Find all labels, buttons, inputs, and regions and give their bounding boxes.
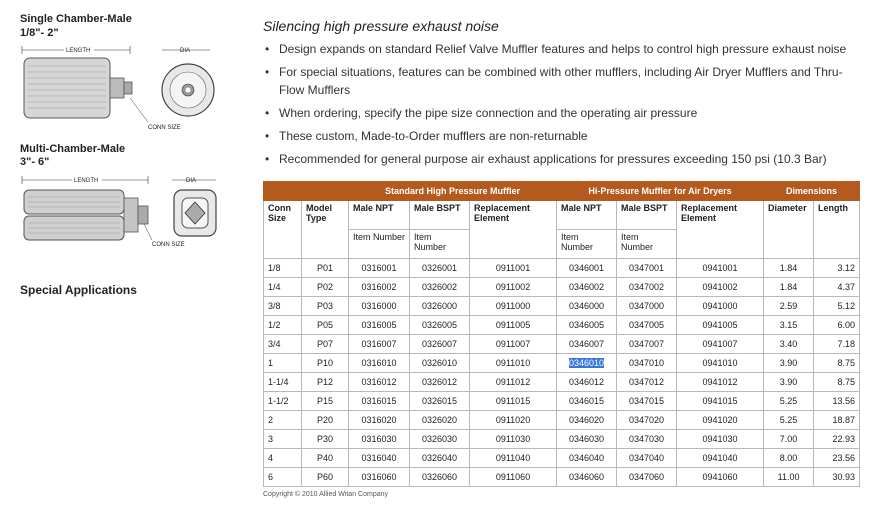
- table-cell: 0326002: [410, 278, 470, 297]
- table-cell: 2.59: [764, 297, 814, 316]
- dia-label-2: DIA: [186, 178, 197, 184]
- table-row: [264, 392, 860, 411]
- item-number-label: Item Number: [557, 230, 617, 259]
- table-cell: 5.25: [764, 392, 814, 411]
- table-cell: 5.25: [764, 411, 814, 430]
- table-cell: 0911040: [470, 449, 557, 468]
- table-cell: 0326007: [410, 335, 470, 354]
- table-cell: P02: [302, 278, 349, 297]
- table-cell: 0911002: [470, 278, 557, 297]
- table-row: [264, 411, 860, 430]
- table-cell: P03: [302, 297, 349, 316]
- feature-list-item: • When ordering, specify the pipe size connection and the operating air pressure: [263, 104, 863, 122]
- table-cell: 0347012: [617, 373, 677, 392]
- feature-list-item: • For special situations, features can be combined with other mufflers, including Air Dryer Mufflers and Thru-Flow Mufflers: [263, 63, 863, 99]
- column-header: Male BSPT: [617, 201, 677, 230]
- table-cell: 0346030: [557, 430, 617, 449]
- table-cell: 1.84: [764, 259, 814, 278]
- table-cell: 1-1/2: [264, 392, 302, 411]
- table-cell: P01: [302, 259, 349, 278]
- table-cell: P60: [302, 468, 349, 487]
- table-row: [264, 468, 860, 487]
- table-cell: 1: [264, 354, 302, 373]
- table-row: [264, 278, 860, 297]
- table-body: [264, 259, 860, 487]
- table-cell: 0911001: [470, 259, 557, 278]
- dia-label: DIA: [180, 48, 191, 54]
- table-cell: 3.90: [764, 354, 814, 373]
- table-cell: 0347005: [617, 316, 677, 335]
- item-number-label: Item Number: [349, 230, 410, 259]
- table-cell: 0346012: [557, 373, 617, 392]
- table-cell: 0346020: [557, 411, 617, 430]
- table-cell: 0941005: [677, 316, 764, 335]
- table-cell: 0316012: [349, 373, 410, 392]
- table-cell: 0346040: [557, 449, 617, 468]
- table-cell: 8.75: [814, 373, 860, 392]
- table-cell: 0316000: [349, 297, 410, 316]
- table-cell: 6: [264, 468, 302, 487]
- table-cell: 0911060: [470, 468, 557, 487]
- copyright-text: Copyright © 2010 Allied Witan Company: [263, 491, 388, 498]
- feature-list-item: • Design expands on standard Relief Valve Muffler features and helps to control high pressure exhaust noise: [263, 40, 863, 58]
- table-cell: 7.18: [814, 335, 860, 354]
- table-row: [264, 316, 860, 335]
- column-header: Conn Size: [264, 201, 302, 259]
- table-cell: 0326010: [410, 354, 470, 373]
- table-cell: 0911012: [470, 373, 557, 392]
- feature-list-item: • These custom, Made-to-Order mufflers are non-returnable: [263, 127, 863, 145]
- column-header: Male BSPT: [410, 201, 470, 230]
- product1-size-range: 1/8"- 2": [20, 27, 59, 39]
- table-row: [264, 259, 860, 278]
- table-cell: P05: [302, 316, 349, 335]
- table-cell: 0347040: [617, 449, 677, 468]
- table-cell: 3.40: [764, 335, 814, 354]
- table-row: [264, 335, 860, 354]
- table-cell: 18.87: [814, 411, 860, 430]
- column-header: Male NPT: [557, 201, 617, 230]
- conn-size-label-2: CONN SIZE: [152, 242, 185, 248]
- table-cell: 1/8: [264, 259, 302, 278]
- table-cell: 2: [264, 411, 302, 430]
- table-cell: 0941001: [677, 259, 764, 278]
- product-sidebar: [0, 0, 250, 506]
- table-cell: 0316020: [349, 411, 410, 430]
- table-cell: 0911020: [470, 411, 557, 430]
- table-cell: 0941060: [677, 468, 764, 487]
- table-cell: 0316040: [349, 449, 410, 468]
- table-cell: 7.00: [764, 430, 814, 449]
- table-cell: 0326005: [410, 316, 470, 335]
- table-cell: 0941020: [677, 411, 764, 430]
- table-cell: P12: [302, 373, 349, 392]
- table-cell: [557, 354, 617, 373]
- table-cell: 0911030: [470, 430, 557, 449]
- table-row: [264, 449, 860, 468]
- table-group-header-blank: [264, 182, 349, 201]
- table-row: [264, 430, 860, 449]
- table-cell: P30: [302, 430, 349, 449]
- column-header: Length: [814, 201, 860, 259]
- table-cell: 8.75: [814, 354, 860, 373]
- table-row: [264, 297, 860, 316]
- table-cell: 0347002: [617, 278, 677, 297]
- table-cell: 0316015: [349, 392, 410, 411]
- table-cell: 0347020: [617, 411, 677, 430]
- table-cell: 0941000: [677, 297, 764, 316]
- product2-size-range: 3"- 6": [20, 156, 50, 168]
- table-cell: 4: [264, 449, 302, 468]
- table-cell: 3.12: [814, 259, 860, 278]
- table-cell: 0347007: [617, 335, 677, 354]
- table-cell: 11.00: [764, 468, 814, 487]
- table-cell: 0346060: [557, 468, 617, 487]
- table-cell: 1-1/4: [264, 373, 302, 392]
- special-applications-heading: Special Applications: [20, 283, 137, 297]
- table-cell: 13.56: [814, 392, 860, 411]
- table-cell: 0316010: [349, 354, 410, 373]
- table-cell: 0346002: [557, 278, 617, 297]
- table-cell: P10: [302, 354, 349, 373]
- table-cell: 3: [264, 430, 302, 449]
- table-cell: 0347030: [617, 430, 677, 449]
- length-label: LENGTH: [66, 48, 91, 54]
- column-header: Replacement Element: [470, 201, 557, 259]
- table-cell: 0911010: [470, 354, 557, 373]
- product2-title: Multi-Chamber-Male: [20, 143, 126, 155]
- column-header: Replacement Element: [677, 201, 764, 259]
- table-cell: 0316007: [349, 335, 410, 354]
- table-cell: P07: [302, 335, 349, 354]
- feature-list-item: • Recommended for general purpose air exhaust applications for pressures exceeding 150 psi (10.3 Bar): [263, 150, 863, 168]
- selected-text[interactable]: 0346010: [569, 358, 605, 368]
- table-cell: 0326012: [410, 373, 470, 392]
- table-cell: 0346007: [557, 335, 617, 354]
- table-cell: 0316005: [349, 316, 410, 335]
- multi-chamber-diagram: [20, 172, 220, 250]
- feature-list: [263, 40, 863, 173]
- table-cell: 0911005: [470, 316, 557, 335]
- table-cell: 1/4: [264, 278, 302, 297]
- table-row: [264, 354, 860, 373]
- table-cell: 0941040: [677, 449, 764, 468]
- page-title: Silencing high pressure exhaust noise: [263, 18, 499, 34]
- table-cell: 0347015: [617, 392, 677, 411]
- table-cell: 0941030: [677, 430, 764, 449]
- product1-title: Single Chamber-Male: [20, 13, 132, 25]
- table-cell: 0326001: [410, 259, 470, 278]
- table-cell: 0316030: [349, 430, 410, 449]
- length-label-2: LENGTH: [74, 178, 99, 184]
- table-cell: 0316002: [349, 278, 410, 297]
- conn-size-label: CONN SIZE: [148, 125, 181, 131]
- table-cell: 5.12: [814, 297, 860, 316]
- table-cell: 3/4: [264, 335, 302, 354]
- table-cell: 0326015: [410, 392, 470, 411]
- table-cell: 0346005: [557, 316, 617, 335]
- table-cell: 3.90: [764, 373, 814, 392]
- table-cell: 1.84: [764, 278, 814, 297]
- table-cell: 0941010: [677, 354, 764, 373]
- table-cell: P40: [302, 449, 349, 468]
- table-cell: 3.15: [764, 316, 814, 335]
- column-header: Model Type: [302, 201, 349, 259]
- table-cell: 0941002: [677, 278, 764, 297]
- table-cell: 0347000: [617, 297, 677, 316]
- table-cell: 0941007: [677, 335, 764, 354]
- table-cell: 0346000: [557, 297, 617, 316]
- table-cell: 1/2: [264, 316, 302, 335]
- table-cell: 23.56: [814, 449, 860, 468]
- table-cell: 0326000: [410, 297, 470, 316]
- table-cell: P15: [302, 392, 349, 411]
- table-cell: 8.00: [764, 449, 814, 468]
- table-cell: 0316001: [349, 259, 410, 278]
- table-cell: 0326040: [410, 449, 470, 468]
- table-cell: 0346015: [557, 392, 617, 411]
- table-cell: 30.93: [814, 468, 860, 487]
- column-header: Male NPT: [349, 201, 410, 230]
- table-group-header: Dimensions: [764, 182, 860, 201]
- table-cell: 0326030: [410, 430, 470, 449]
- table-cell: 6.00: [814, 316, 860, 335]
- table-cell: 3/8: [264, 297, 302, 316]
- item-number-label: Item Number: [410, 230, 470, 259]
- table-cell: 0326060: [410, 468, 470, 487]
- table-cell: P20: [302, 411, 349, 430]
- table-cell: 0316060: [349, 468, 410, 487]
- table-cell: 0347010: [617, 354, 677, 373]
- table-group-header: Standard High Pressure Muffler: [349, 182, 557, 201]
- table-cell: 0941015: [677, 392, 764, 411]
- table-cell: 0347060: [617, 468, 677, 487]
- table-cell: 0911007: [470, 335, 557, 354]
- muffler-spec-table: [263, 181, 860, 487]
- table-cell: 22.93: [814, 430, 860, 449]
- single-chamber-diagram: [20, 40, 220, 135]
- item-number-label: Item Number: [617, 230, 677, 259]
- table-cell: 0941012: [677, 373, 764, 392]
- column-header: Diameter: [764, 201, 814, 259]
- table-cell: 0326020: [410, 411, 470, 430]
- table-cell: 0911015: [470, 392, 557, 411]
- table-group-header: Hi-Pressure Muffler for Air Dryers: [557, 182, 764, 201]
- table-cell: 4.37: [814, 278, 860, 297]
- table-row: [264, 373, 860, 392]
- table-cell: 0346001: [557, 259, 617, 278]
- table-cell: 0911000: [470, 297, 557, 316]
- table-cell: 0347001: [617, 259, 677, 278]
